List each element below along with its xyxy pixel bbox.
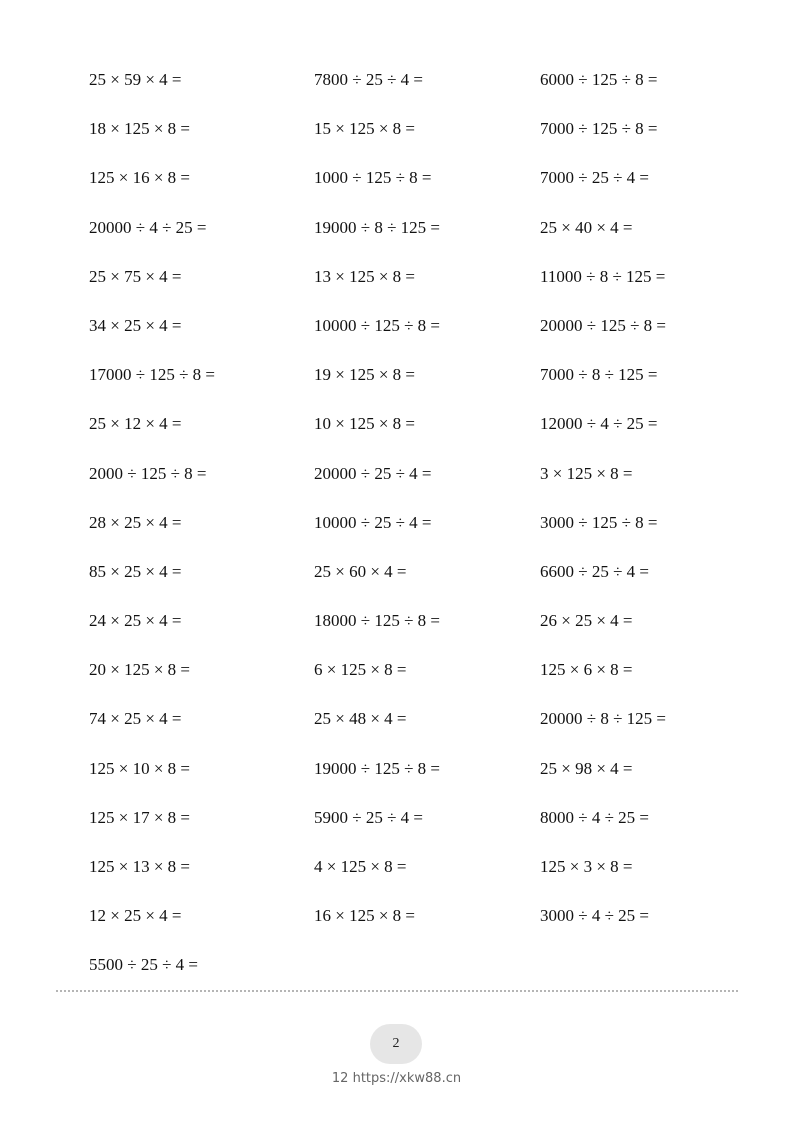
problem-row — [0, 701, 793, 750]
problem-row — [0, 898, 793, 947]
math-problem: 10000 ÷ 25 ÷ 4 = — [314, 512, 432, 532]
problem-row — [0, 652, 793, 701]
problem-row — [0, 259, 793, 308]
problem-row — [0, 751, 793, 800]
math-problem: 20000 ÷ 8 ÷ 125 = — [540, 709, 666, 729]
math-problem: 19000 ÷ 125 ÷ 8 = — [314, 758, 440, 778]
math-problem: 17000 ÷ 125 ÷ 8 = — [89, 365, 215, 385]
footer-source-link[interactable]: 12 https://xkw88.cn — [331, 1071, 462, 1086]
math-problem: 26 × 25 × 4 = — [540, 611, 633, 631]
math-problem: 8000 ÷ 4 ÷ 25 = — [540, 807, 649, 827]
math-problem: 16 × 125 × 8 = — [314, 906, 416, 926]
math-problem: 25 × 98 × 4 = — [540, 758, 633, 778]
problem-grid — [0, 62, 793, 997]
math-problem: 5900 ÷ 25 ÷ 4 = — [314, 807, 423, 827]
problem-row — [0, 160, 793, 209]
problem-row — [0, 554, 793, 603]
problem-row — [0, 456, 793, 505]
math-problem: 3000 ÷ 125 ÷ 8 = — [540, 512, 658, 532]
math-problem: 125 × 3 × 8 = — [540, 857, 633, 876]
problem-row — [0, 210, 793, 259]
math-problem: 10000 ÷ 125 ÷ 8 = — [314, 315, 440, 335]
math-problem: 20000 ÷ 25 ÷ 4 = — [314, 463, 432, 483]
math-problem: 20 × 125 × 8 = — [89, 660, 191, 680]
dotted-divider — [56, 990, 738, 992]
math-problem: 25 × 12 × 4 = — [89, 414, 182, 434]
page-number-badge: 2 — [370, 1024, 422, 1064]
problem-row — [0, 62, 793, 111]
math-problem: 19000 ÷ 8 ÷ 125 = — [314, 217, 440, 237]
math-problem: 7000 ÷ 125 ÷ 8 = — [540, 119, 658, 139]
math-problem: 12000 ÷ 4 ÷ 25 = — [540, 414, 658, 434]
math-problem: 28 × 25 × 4 = — [89, 512, 182, 532]
math-problem: 6600 ÷ 25 ÷ 4 = — [540, 561, 649, 581]
math-problem: 5500 ÷ 25 ÷ 4 = — [89, 955, 198, 975]
math-problem: 12 × 25 × 4 = — [89, 906, 182, 926]
math-problem: 85 × 25 × 4 = — [89, 561, 182, 581]
math-problem: 74 × 25 × 4 = — [89, 709, 182, 729]
math-problem: 25 × 59 × 4 = — [89, 70, 182, 89]
problem-row — [0, 406, 793, 455]
math-problem: 25 × 60 × 4 = — [314, 561, 407, 581]
math-problem: 18 × 125 × 8 = — [89, 119, 191, 139]
math-problem: 125 × 17 × 8 = — [89, 807, 191, 827]
problem-row — [0, 849, 793, 898]
math-problem: 125 × 10 × 8 = — [89, 758, 191, 778]
math-problem: 25 × 40 × 4 = — [540, 217, 633, 237]
math-problem: 19 × 125 × 8 = — [314, 365, 416, 385]
math-problem: 10 × 125 × 8 = — [314, 414, 416, 434]
problem-row — [0, 800, 793, 849]
math-problem: 125 × 16 × 8 = — [89, 168, 191, 188]
math-problem: 125 × 13 × 8 = — [89, 857, 191, 876]
math-problem: 25 × 75 × 4 = — [89, 266, 182, 286]
math-problem: 20000 ÷ 4 ÷ 25 = — [89, 217, 207, 237]
problem-row — [0, 111, 793, 160]
math-problem: 7000 ÷ 25 ÷ 4 = — [540, 168, 649, 188]
math-problem: 6 × 125 × 8 = — [314, 660, 407, 680]
math-problem: 7800 ÷ 25 ÷ 4 = — [314, 70, 423, 89]
math-problem: 2000 ÷ 125 ÷ 8 = — [89, 463, 207, 483]
math-problem: 1000 ÷ 125 ÷ 8 = — [314, 168, 432, 188]
math-problem: 15 × 125 × 8 = — [314, 119, 416, 139]
math-problem: 25 × 48 × 4 = — [314, 709, 407, 729]
math-problem: 11000 ÷ 8 ÷ 125 = — [540, 266, 666, 286]
problem-row — [0, 357, 793, 406]
math-problem: 3 × 125 × 8 = — [540, 463, 633, 483]
math-problem: 13 × 125 × 8 = — [314, 266, 416, 286]
math-problem: 3000 ÷ 4 ÷ 25 = — [540, 906, 649, 926]
math-problem: 34 × 25 × 4 = — [89, 315, 182, 335]
math-problem: 4 × 125 × 8 = — [314, 857, 407, 876]
math-problem: 6000 ÷ 125 ÷ 8 = — [540, 70, 658, 89]
math-problem: 20000 ÷ 125 ÷ 8 = — [540, 315, 666, 335]
problem-row — [0, 505, 793, 554]
math-problem: 7000 ÷ 8 ÷ 125 = — [540, 365, 658, 385]
problem-row — [0, 603, 793, 652]
math-problem: 18000 ÷ 125 ÷ 8 = — [314, 611, 440, 631]
math-problem: 125 × 6 × 8 = — [540, 660, 633, 680]
problem-row — [0, 308, 793, 357]
math-problem: 24 × 25 × 4 = — [89, 611, 182, 631]
